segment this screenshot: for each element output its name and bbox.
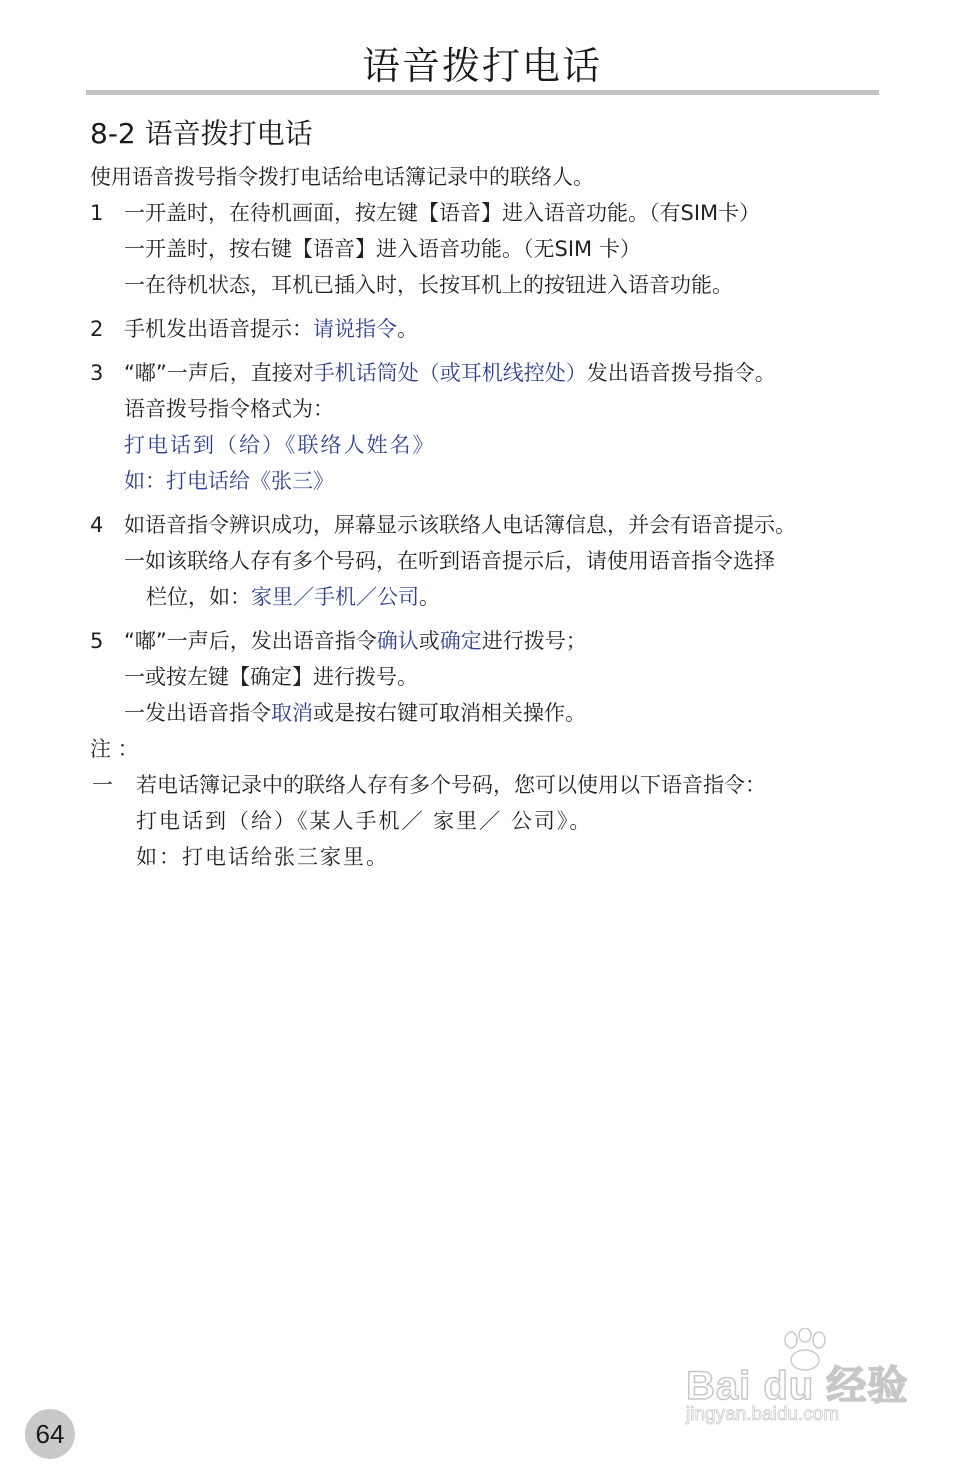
step-4-line-3 (146, 582, 440, 612)
page-number: 64 (25, 1409, 75, 1459)
page-title: 语音拨打电话 (361, 44, 602, 88)
step-text: 如语音指令辨识成功，屏幕显示该联络人电话簿信息，并会有语音提示。 (124, 513, 796, 537)
step-2-line-1 (90, 314, 418, 344)
step-5-line-3 (124, 698, 586, 728)
step-number: 2 (90, 317, 104, 341)
step-5-line-2: 一或按左键【确定】进行拨号。 (124, 665, 418, 689)
command-format-highlight: 打电话到（给）《联络人姓名》 (124, 433, 436, 457)
step-number: 3 (90, 361, 104, 385)
note-line-3: 如：打电话给张三家里。 (136, 845, 389, 869)
step-text: 发出语音拨号指令。 (586, 361, 776, 385)
step-4-line-1 (90, 510, 796, 540)
step-number: 5 (90, 629, 104, 653)
watermark-brand: Bai du 经验 (686, 1364, 909, 1408)
step-3-line-2: 语音拨号指令格式为： (124, 397, 334, 421)
step-text: 。 (397, 317, 418, 341)
intro-text: 使用语音拨号指令拨打电话给电话簿记录中的联络人。 (90, 165, 594, 189)
step-text: “嘟”一声后，发出语音指令 (124, 629, 377, 653)
step-1-line-1 (90, 198, 760, 228)
step-text: 。 (419, 585, 440, 609)
field-options-highlight: 家里／手机／公司 (251, 585, 419, 609)
step-text: 或 (418, 629, 440, 653)
step-text: 一发出语音指令 (124, 701, 271, 725)
step-number: 4 (90, 513, 104, 537)
voice-prompt-highlight: 请说指令 (313, 317, 397, 341)
note-line-1: 若电话簿记录中的联络人存有多个号码，您可以使用以下语音指令： (136, 773, 766, 797)
step-4-line-2: 一如该联络人存有多个号码，在听到语音提示后，请使用语音指令选择 (124, 549, 775, 573)
cancel-command-highlight: 取消 (271, 701, 313, 725)
title-divider (86, 90, 879, 95)
step-3-line-1 (90, 358, 776, 388)
step-1-line-3: 一在待机状态，耳机已插入时，长按耳机上的按钮进入语音功能。 (124, 273, 733, 297)
baidu-jingyan-watermark (680, 1328, 920, 1438)
step-text: 一开盖时，在待机画面，按左键【语音】进入语音功能。（有SIM卡） (124, 201, 761, 225)
step-5-line-1 (90, 626, 587, 656)
microphone-location-highlight: 手机话筒处（或耳机线控处） (313, 361, 587, 385)
step-number: 1 (90, 201, 104, 225)
ok-command-highlight: 确定 (439, 629, 482, 653)
note-line-2: 打电话到（给）《某人手机／ 家里／ 公司》。 (136, 809, 593, 833)
step-text: 栏位，如： (146, 585, 251, 609)
note-dash: 一 (92, 773, 113, 797)
watermark-url: jingyan.baidu.com (686, 1404, 840, 1425)
step-text: 或是按右键可取消相关操作。 (313, 701, 586, 725)
step-text: “嘟”一声后，直接对 (124, 361, 314, 385)
note-label: 注 ： (90, 737, 139, 761)
step-text: 手机发出语音提示： (124, 317, 313, 341)
step-text: 进行拨号； (481, 629, 587, 653)
section-heading: 8-2 语音拨打电话 (90, 117, 313, 150)
confirm-command-highlight: 确认 (376, 629, 419, 653)
command-example-highlight: 如：打电话给《张三》 (124, 469, 334, 493)
step-1-line-2: 一开盖时，按右键【语音】进入语音功能。（无SIM 卡） (124, 237, 641, 261)
